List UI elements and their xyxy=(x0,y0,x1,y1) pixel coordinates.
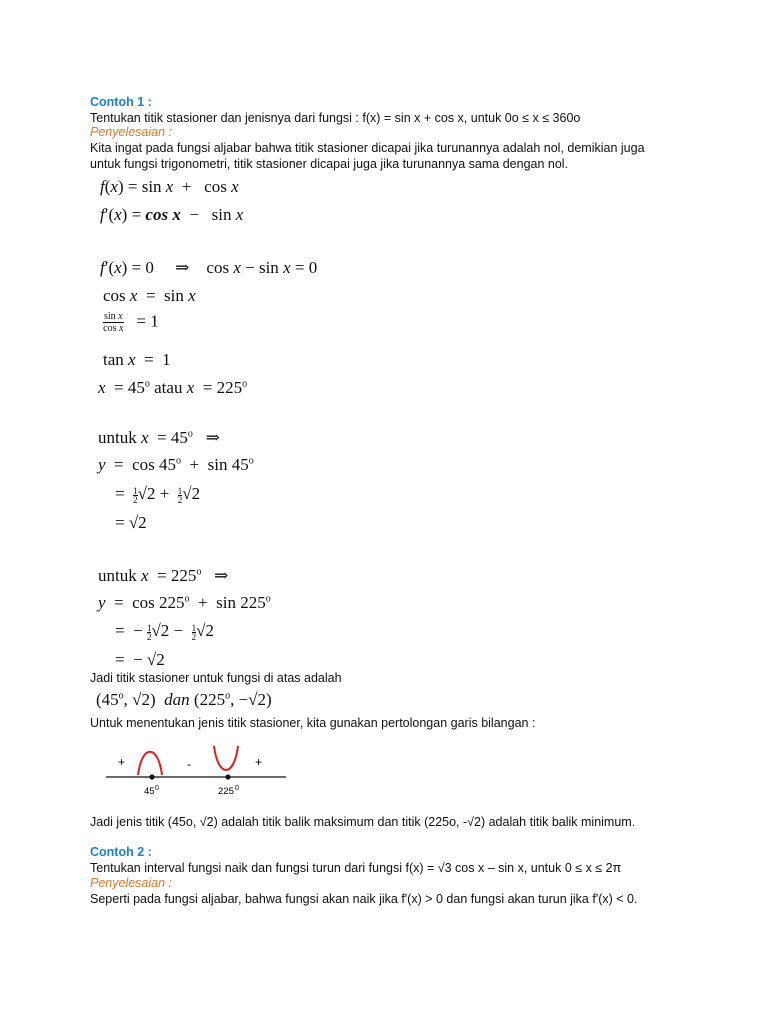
final-conclusion: Jadi jenis titik (45o, √2) adalah titik balik maksimum dan titik (225o, -√2) adalah titik balik minimum. xyxy=(90,815,636,829)
equation-cos-eq-sin: cos x = sin x xyxy=(103,286,196,305)
example-1-intro-line-2: untuk fungsi trigonometri, titik stasioner dicapai juga jika turunannya sama dengan nol. xyxy=(90,157,569,171)
minimum-curve xyxy=(214,746,238,770)
sign-plus-right: + xyxy=(255,755,263,769)
example-1-question: Tentukan titik stasioner dan jenisnya dari fungsi : f(x) = sin x + cos x, untuk 0o ≤ x ≤ 360o xyxy=(90,111,581,125)
example-2-solution-label: Penyelesaian : xyxy=(90,876,173,890)
equation-solutions: $x = 45^o$ atau $x = 225^o$ xyxy=(98,378,248,397)
equation-y-45-result: = √2 xyxy=(115,513,147,532)
equation-y-225: y = cos 225$^o$ + sin 225$^o$ xyxy=(98,593,271,612)
conclusion-text: Jadi titik stasioner untuk fungsi di atas adalah xyxy=(90,671,342,685)
equation-y-225-half: = − $\frac{1}{2}√2$ − $\frac{1}{2}√2$ xyxy=(115,621,214,642)
example-2-text: Seperti pada fungsi aljabar, bahwa fungsi akan naik jika f'(x) > 0 dan fungsi akan turun jika f'(x) < 0. xyxy=(90,892,638,906)
equation-ratio: $\frac{\text{sin x}}{\text{cos x}}$ = 1 xyxy=(103,311,159,334)
label-45: 45 xyxy=(144,786,155,797)
label-45-degree: 0 xyxy=(155,785,159,792)
label-225: 225 xyxy=(218,786,234,797)
equation-tan: tan x = 1 xyxy=(103,350,171,369)
number-line-diagram xyxy=(100,738,300,800)
example-2-question: Tentukan interval fungsi naik dan fungsi turun dari fungsi f(x) = √3 cos x – sin x, untuk 0 ≤ x ≤ 2π xyxy=(90,861,622,875)
equation-y-225-result: = − √2 xyxy=(115,650,165,669)
sign-plus-left: + xyxy=(118,755,126,769)
point-45-dot xyxy=(149,774,154,779)
point-225-dot xyxy=(225,774,230,779)
equation-f-prime: f′(x) = cos x − sin x xyxy=(100,205,244,224)
equation-y-45: y = cos 45$^o$ + sin 45$^o$ xyxy=(98,455,254,474)
example-1-heading: Contoh 1 : xyxy=(90,95,152,109)
equation-f: f(x) = sin x + cos x xyxy=(100,177,239,196)
label-225-degree: 0 xyxy=(235,785,239,792)
equation-y-45-half: = $\frac{1}{2}√2$ + $\frac{1}{2}√2$ xyxy=(115,484,201,505)
maximum-curve xyxy=(138,752,162,775)
equation-untuk-45: untuk $x = 45^o$ ⇒ xyxy=(98,428,220,447)
number-line-intro: Untuk menentukan jenis titik stasioner, kita gunakan pertolongan garis bilangan : xyxy=(90,716,536,730)
equation-f-prime-zero: f′(x) = 0 ⇒ cos x − sin x = 0 xyxy=(100,258,318,277)
example-1-solution-label: Penyelesaian : xyxy=(90,125,173,139)
example-1-intro-line-1: Kita ingat pada fungsi aljabar bahwa titik stasioner dicapai jika turunannya adalah nol, demikian juga xyxy=(90,141,645,155)
example-2-heading: Contoh 2 : xyxy=(90,845,152,859)
sign-minus: - xyxy=(187,757,191,771)
stationary-points: (45$^o$, √2) dan ($225^o$, −√2) xyxy=(96,690,272,709)
equation-untuk-225: untuk $x = 225^o$ ⇒ xyxy=(98,566,229,585)
